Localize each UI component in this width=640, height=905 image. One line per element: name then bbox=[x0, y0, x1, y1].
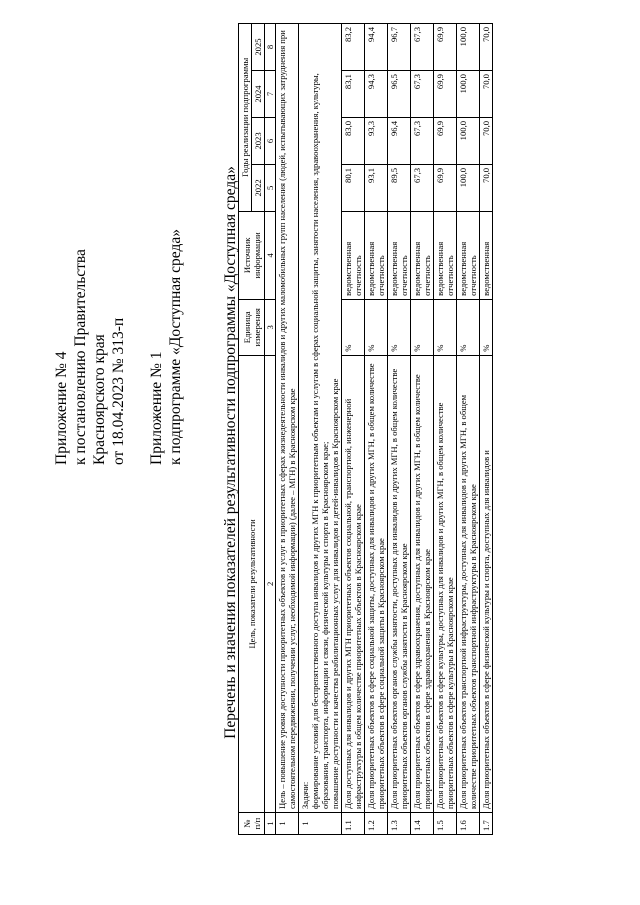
value-2025: 96,7 bbox=[388, 24, 411, 71]
tasks-cell bbox=[299, 24, 342, 813]
row-unit: % bbox=[434, 299, 457, 355]
colnum-6: 6 bbox=[265, 117, 276, 164]
row-source: ведомственная отчетность bbox=[457, 211, 480, 299]
table-row bbox=[457, 24, 480, 835]
table-row bbox=[411, 24, 434, 835]
table-row bbox=[365, 24, 388, 835]
row-source: ведомственная отчетность bbox=[434, 211, 457, 299]
row-unit: % bbox=[480, 299, 493, 355]
region-line: Красноярского края bbox=[91, 334, 108, 465]
row-source: ведомственная отчетность bbox=[388, 211, 411, 299]
row-unit: % bbox=[411, 299, 434, 355]
row-name: Доля приоритетных объектов в сфере культуры, доступных для инвалидов и других МГН, в общем количестве приоритетных объектов в сфере культуры в Красноярском крае bbox=[434, 355, 457, 812]
value-2024: 67,3 bbox=[411, 71, 434, 118]
row-source: ведомственная отчетность bbox=[342, 211, 365, 299]
row-num: 1.2 bbox=[365, 813, 388, 835]
year-2022: 2022 bbox=[252, 164, 265, 211]
value-2024: 70,0 bbox=[480, 71, 493, 118]
value-2022: 93,1 bbox=[365, 164, 388, 211]
value-2023: 100,0 bbox=[457, 117, 480, 164]
row-name: Доля приоритетных объектов транспортной инфраструктуры, доступных для инвалидов и других МГН, в общем количестве приоритетных объектов транспортной инфраструктуры в Красноярском крае bbox=[457, 355, 480, 812]
task-num: 1 bbox=[299, 813, 342, 835]
row-source: ведомственная bbox=[480, 211, 493, 299]
row-name: Доля приоритетных объектов органов службы занятости, доступных для инвалидов и других МГН, в общем количестве приоритетных объектов органов службы занятости в Красноярском крае bbox=[388, 355, 411, 812]
row-num: 1.5 bbox=[434, 813, 457, 835]
header-source: Источник информации bbox=[239, 211, 265, 299]
value-2025: 100,0 bbox=[457, 24, 480, 71]
row-name: Доля приоритетных объектов в сфере здравоохранения, доступных для инвалидов и других МГН, в общем количестве приоритетных объектов в сфере здравоохранения в Красноярском крае bbox=[411, 355, 434, 812]
value-2023: 96,4 bbox=[388, 117, 411, 164]
row-num: 1.7 bbox=[480, 813, 493, 835]
value-2023: 83,0 bbox=[342, 117, 365, 164]
table-row bbox=[434, 24, 457, 835]
goal-num: 1 bbox=[276, 813, 299, 835]
table-row bbox=[480, 24, 493, 835]
colnum-7: 7 bbox=[265, 71, 276, 118]
value-2022: 100,0 bbox=[457, 164, 480, 211]
row-unit: % bbox=[457, 299, 480, 355]
value-2022: 67,3 bbox=[411, 164, 434, 211]
year-2025: 2025 bbox=[252, 24, 265, 71]
colnum-3: 3 bbox=[265, 299, 276, 355]
colnum-2: 2 bbox=[265, 355, 276, 812]
value-2022: 69,9 bbox=[434, 164, 457, 211]
header-num: № п/п bbox=[239, 813, 265, 835]
colnum-8: 8 bbox=[265, 24, 276, 71]
value-2023: 67,3 bbox=[411, 117, 434, 164]
row-unit: % bbox=[342, 299, 365, 355]
row-unit: % bbox=[365, 299, 388, 355]
row-unit: % bbox=[388, 299, 411, 355]
subprogram-line: к подпрограмме «Доступная среда» bbox=[167, 229, 184, 465]
sub-appendix-line: Приложение № 1 bbox=[148, 351, 165, 465]
resolution-line: к постановлению Правительства bbox=[72, 249, 89, 465]
value-2024: 94,3 bbox=[365, 71, 388, 118]
page-title: Перечень и значения показателей результативности подпрограммы «Доступная среда» bbox=[222, 166, 239, 739]
value-2022: 89,5 bbox=[388, 164, 411, 211]
value-2023: 70,0 bbox=[480, 117, 493, 164]
value-2023: 69,9 bbox=[434, 117, 457, 164]
row-num: 1.6 bbox=[457, 813, 480, 835]
value-2023: 93,3 bbox=[365, 117, 388, 164]
value-2025: 70,0 bbox=[480, 24, 493, 71]
year-2024: 2024 bbox=[252, 71, 265, 118]
row-name: Доля приоритетных объектов в сфере социальной защиты, доступных для инвалидов и других МГН, в общем количестве приоритетных объектов в сфере социальной защиты в Красноярском крае bbox=[365, 355, 388, 812]
header-years: Годы реализации подпрограммы bbox=[239, 24, 252, 212]
row-num: 1.3 bbox=[388, 813, 411, 835]
row-source: ведомственная отчетность bbox=[365, 211, 388, 299]
appendix-line: Приложение № 4 bbox=[53, 351, 70, 465]
row-source: ведомственная отчетность bbox=[411, 211, 434, 299]
colnum-5: 5 bbox=[265, 164, 276, 211]
row-name: Доля доступных для инвалидов и других МГН приоритетных объектов социальной, транспортной, инженерной инфраструктуры в общем количестве приоритетных объектов в Красноярском крае bbox=[342, 355, 365, 812]
value-2025: 83,2 bbox=[342, 24, 365, 71]
value-2024: 83,1 bbox=[342, 71, 365, 118]
task-text-2: повышение доступности и качества реабилитационных услуг для инвалидов и детей-инвалидов в Красноярском крае bbox=[330, 378, 340, 810]
table-row bbox=[388, 24, 411, 835]
value-2025: 69,9 bbox=[434, 24, 457, 71]
tasks-row bbox=[299, 24, 342, 835]
value-2025: 67,3 bbox=[411, 24, 434, 71]
row-name: Доля приоритетных объектов в сфере физической культуры и спорта, доступных для инвалидов и bbox=[480, 355, 493, 812]
value-2022: 70,0 bbox=[480, 164, 493, 211]
tasks-label: Задачи: bbox=[300, 781, 310, 810]
date-line: от 18.04.2023 № 313-п bbox=[110, 317, 127, 465]
value-2024: 69,9 bbox=[434, 71, 457, 118]
header-unit: Единица измерения bbox=[239, 299, 265, 355]
header-goal: Цель, показатели результативности bbox=[239, 355, 265, 812]
indicators-table bbox=[238, 23, 493, 835]
table-row bbox=[342, 24, 365, 835]
document-header bbox=[52, 45, 185, 465]
year-2023: 2023 bbox=[252, 117, 265, 164]
goal-text: Цель – повышение уровня доступности приоритетных объектов и услуг в приоритетных сферах жизнедеятельности инвалидов и других маломобильных групп населения (людей, испытывающих затруднения при самостоятельном передвижении, получении услуг, необходимой информации) (далее – МГН) в Красноярском крае bbox=[276, 24, 299, 813]
row-num: 1.1 bbox=[342, 813, 365, 835]
task-text-1: формирование условий для беспрепятственного доступа инвалидов и других МГН к приоритетным объектам и услугам в сферах социальной защиты, занятости населения, здравоохранения, культуры, образования, транспорта, информации и связи, физической культуры и спорта в Красноярском крае; bbox=[310, 73, 330, 810]
goal-row bbox=[276, 24, 299, 835]
value-2024: 100,0 bbox=[457, 71, 480, 118]
colnum-4: 4 bbox=[265, 211, 276, 299]
value-2025: 94,4 bbox=[365, 24, 388, 71]
value-2024: 96,5 bbox=[388, 71, 411, 118]
row-num: 1.4 bbox=[411, 813, 434, 835]
colnum-1: 1 bbox=[265, 813, 276, 835]
value-2022: 80,1 bbox=[342, 164, 365, 211]
